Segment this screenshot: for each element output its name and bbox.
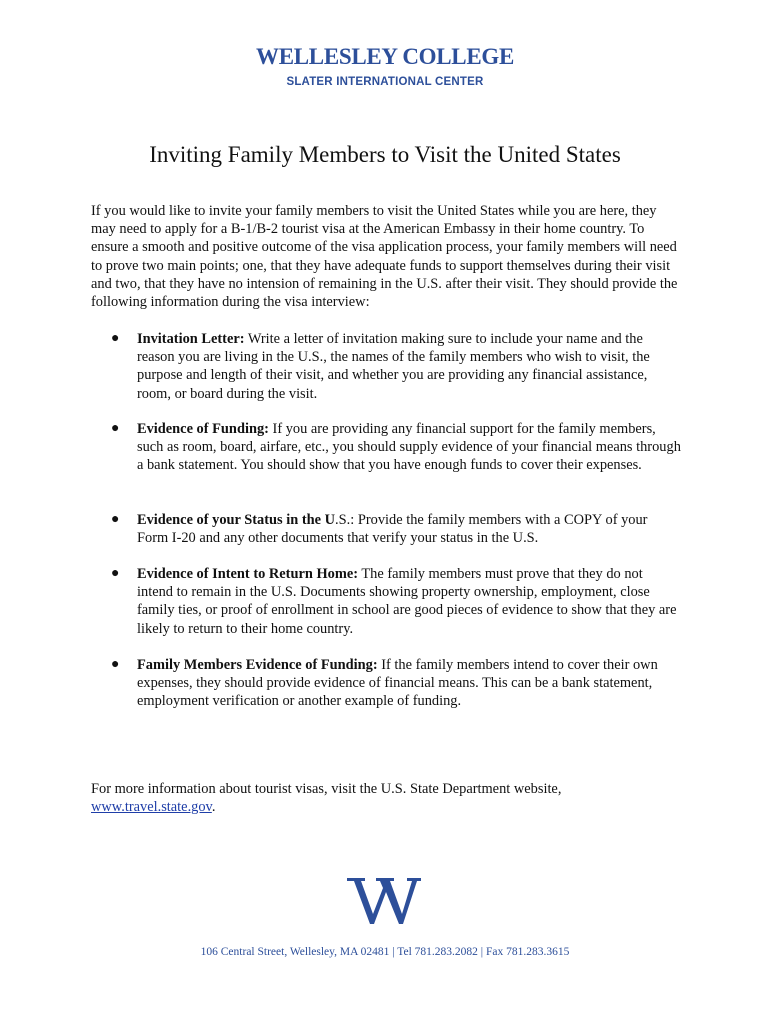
bullet-dot-icon: ● [111,421,120,436]
bullet-dot-icon: ● [111,512,120,527]
list-item-family-funding [111,656,682,711]
list-item-label: Family Members Evidence of Funding: [137,657,378,673]
list-item-label: Evidence of your Status in the U [137,512,336,528]
more-info-text: For more information about tourist visas, visit the U.S. State Department website, [91,781,562,797]
list-item-label: Invitation Letter: [137,331,245,347]
list-item-evidence-of-funding [111,420,682,475]
list-item-evidence-of-status [111,511,682,547]
list-item-text: If you are providing any financial support for the family members, such as room, board, airfare, etc., you should supply evidence of your financial means through a bank statement. You should show that you have enough funds to cover their expenses. [137,421,681,474]
list-item-text: .S.: Provide the family members with a COPY of your Form I-20 and any other documents that verify your status in the U.S. [137,512,648,547]
bullet-dot-icon: ● [111,566,120,581]
footer-address: 106 Central Street, Wellesley, MA 02481 | Tel 781.283.2082 | Fax 781.283.3615 [200,946,570,958]
list-item-text: If the family members intend to cover their own expenses, they should provide evidence of financial means. This can be a bank statement, employment verification or another example of funding. [137,657,658,710]
list-item-label: Evidence of Funding: [137,421,269,437]
list-item-invitation-letter [111,330,682,403]
center-name: SLATER INTERNATIONAL CENTER [286,76,484,88]
list-item-text: The family members must prove that they do not intend to remain in the U.S. Documents showing property ownership, employment, close family ties, or proof of enrollment in school are good pieces of evidence to show that they are likely to return to their home country. [137,566,677,637]
list-item-intent-to-return [111,565,682,638]
wellesley-w-logo-icon [345,876,423,926]
state-dept-link[interactable]: www.travel.state.gov [91,799,212,816]
bullet-dot-icon: ● [111,657,120,672]
college-name: WELLESLEY COLLEGE [256,44,514,69]
list-item-text: Write a letter of invitation making sure to include your name and the reason you are living in the U.S., the names of the family members who wish to visit, the purpose and length of their visit, and whether you are providing any financial assistance, room, or board during the visit. [137,331,650,402]
page-title: Inviting Family Members to Visit the United States [149,142,621,167]
intro-paragraph: If you would like to invite your family members to visit the United States while you are here, they may need to apply for a B-1/B-2 tourist visa at the American Embassy in their home country. To ensure a smooth and positive outcome of the visa application process, your family members will need to prove two main points; one, that they have adequate funds to support themselves during their visit and two, that they have no intension of remaining in the U.S. after their visit. They should provide the following information during the visa interview: [91,203,678,311]
more-info-period: . [211,799,216,816]
more-info-paragraph [91,780,681,816]
bullet-dot-icon: ● [111,331,120,346]
list-item-label: Evidence of Intent to Return Home: [137,566,359,582]
